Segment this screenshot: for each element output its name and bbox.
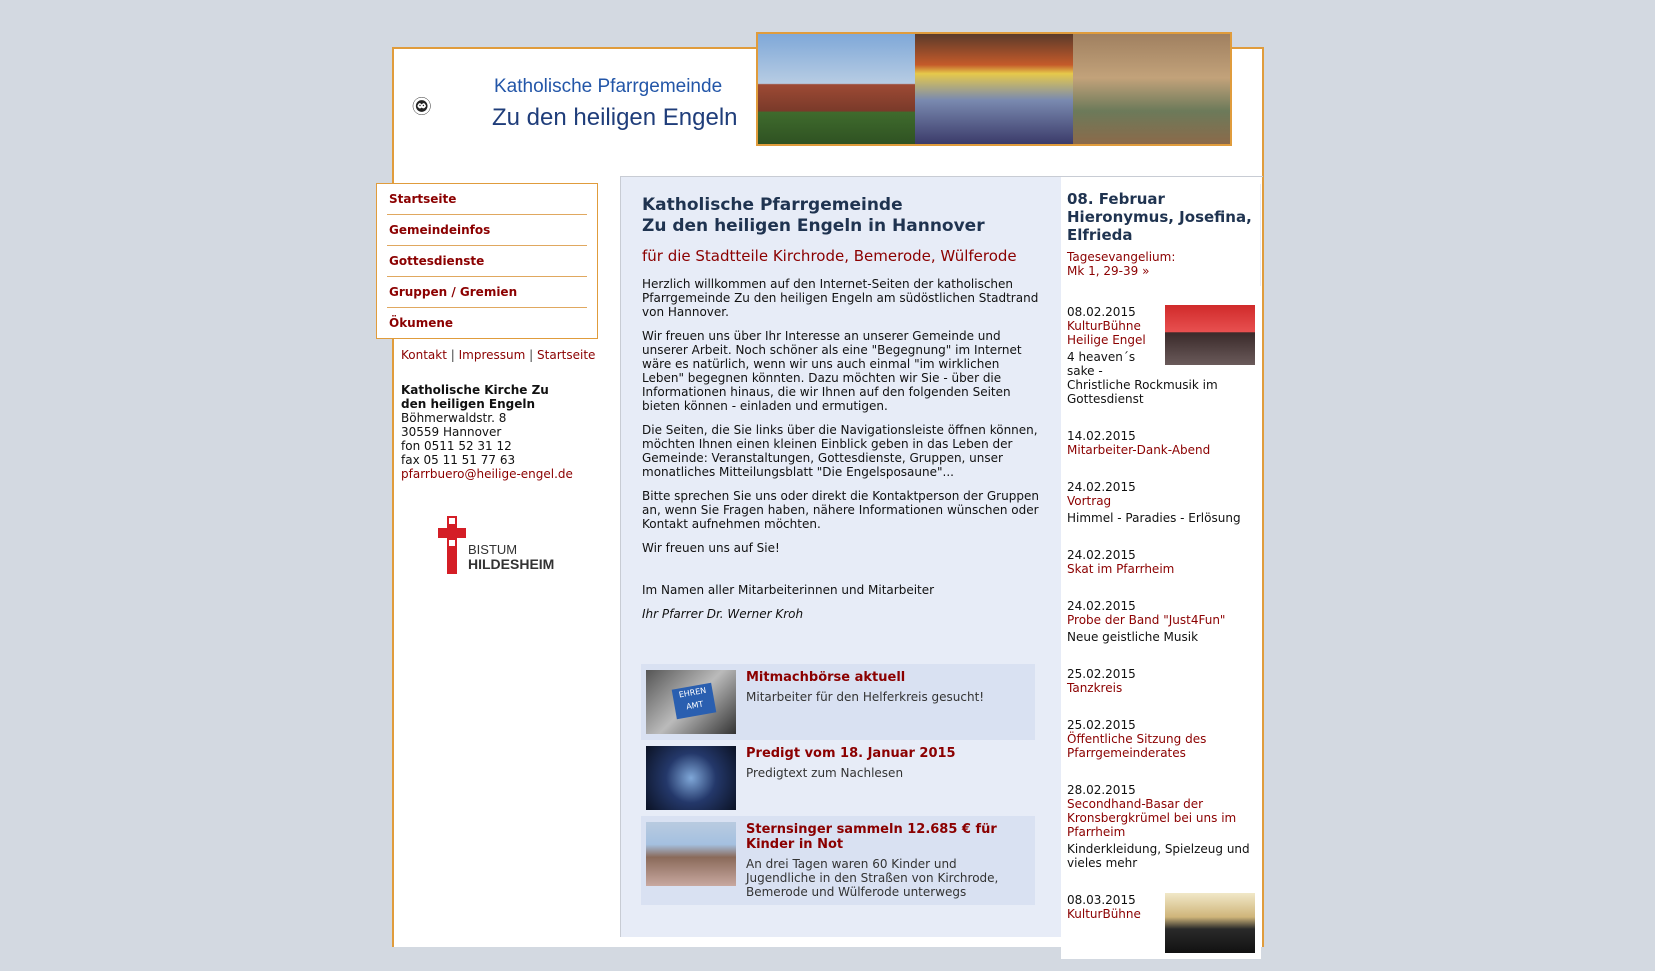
right-sidebar xyxy=(1061,184,1261,971)
nav-item-startseite[interactable]: Startseite xyxy=(387,184,587,215)
parish-logo-icon xyxy=(412,66,492,146)
intro-paragraph: Die Seiten, die Sie links über die Navigationsleiste öffnen können, möchten Ihnen einen kleinen Einblick geben in das Leben der Gemeinde: Veranstaltungen, Gottesdienste, Gruppen, unser monatliches Mitteilungsblatt "Die Engelsposaune"... xyxy=(642,423,1038,479)
hildesheim-label: HILDESHEIM xyxy=(468,556,555,572)
teaser-description: Predigtext zum Nachlesen xyxy=(746,766,904,780)
event-date: 08.02.2015 xyxy=(1067,305,1136,319)
street: Böhmerwaldstr. 8 xyxy=(401,411,507,425)
event-date: 14.02.2015 xyxy=(1067,429,1136,443)
event-photo xyxy=(1165,305,1255,365)
event-item[interactable] xyxy=(1061,300,1261,412)
nav-item-gottesdienste[interactable]: Gottesdienste xyxy=(387,246,587,277)
sternsinger-thumbnail xyxy=(646,822,736,886)
event-date: 24.02.2015 xyxy=(1067,599,1136,613)
gospel-label: Tagesevangelium: xyxy=(1067,250,1176,264)
page-title-line1: Katholische Pfarrgemeinde xyxy=(642,195,903,215)
contact-address xyxy=(401,383,573,481)
event-item[interactable] xyxy=(1061,424,1261,463)
church-photo xyxy=(758,34,915,144)
kontakt-link[interactable]: Kontakt xyxy=(401,348,447,362)
event-item[interactable] xyxy=(1061,662,1261,701)
church-name: Katholische Kirche Zu den heiligen Engeln xyxy=(401,383,549,411)
event-title[interactable]: Secondhand-Basar der Kronsbergkrümel bei uns im Pfarrheim xyxy=(1067,797,1237,839)
event-item[interactable] xyxy=(1061,594,1261,650)
intro-paragraph: Bitte sprechen Sie uns oder direkt die Kontaktperson der Gruppen an, wenn Sie Fragen haben, nähere Informationen wünschen oder Kontakt aufnehmen möchten. xyxy=(642,489,1039,531)
phone: fon 0511 52 31 12 xyxy=(401,439,512,453)
event-title[interactable]: Öffentliche Sitzung des Pfarrgemeinderates xyxy=(1067,732,1207,760)
day-date: 08. Februar xyxy=(1067,190,1165,208)
event-item[interactable] xyxy=(1061,713,1261,766)
teaser-item[interactable] xyxy=(641,816,1035,905)
fax: fax 05 11 51 77 63 xyxy=(401,453,516,467)
teaser-title[interactable]: Predigt vom 18. Januar 2015 xyxy=(746,746,956,761)
intro-paragraph: Wir freuen uns auf Sie! xyxy=(642,541,780,555)
event-date: 28.02.2015 xyxy=(1067,783,1136,797)
bistum-hildesheim-logo[interactable] xyxy=(438,516,578,574)
event-item[interactable] xyxy=(1061,475,1261,531)
event-title[interactable]: Vortrag xyxy=(1067,494,1112,508)
teaser-title[interactable]: Sternsinger sammeln 12.685 € für Kinder in Not xyxy=(746,822,997,852)
main-content xyxy=(621,177,1061,937)
page-title xyxy=(642,195,1042,237)
teaser-item[interactable] xyxy=(641,740,1035,816)
event-title[interactable]: KulturBühne Heilige Engel xyxy=(1067,319,1146,347)
event-item[interactable] xyxy=(1061,778,1261,876)
event-photo xyxy=(1165,893,1255,953)
event-text: Himmel - Paradies - Erlösung xyxy=(1067,511,1241,525)
city: 30559 Hannover xyxy=(401,425,502,439)
closing-text: Im Namen aller Mitarbeiterinnen und Mitarbeiter xyxy=(642,583,935,597)
event-title[interactable]: Mitarbeiter-Dank-Abend xyxy=(1067,443,1211,457)
event-text: 4 heaven´s sake - Christliche Rockmusik im Gottesdienst xyxy=(1067,350,1218,406)
intro-paragraph: Herzlich willkommen auf den Internet-Seiten der katholischen Pfarrgemeinde Zu den heiligen Engeln am südöstlichen Stadtrand von Hannover. xyxy=(642,277,1039,319)
gospel-link[interactable]: Mk 1, 29-39 » xyxy=(1067,264,1150,278)
link-separator: | xyxy=(529,348,534,362)
children-photo xyxy=(1073,34,1230,144)
event-title[interactable]: Probe der Band "Just4Fun" xyxy=(1067,613,1226,627)
nav-item-oekumene[interactable]: Ökumene xyxy=(389,316,454,330)
red-cross-icon xyxy=(438,516,466,574)
event-item[interactable] xyxy=(1061,888,1261,959)
teaser-title[interactable]: Mitmachbörse aktuell xyxy=(746,670,906,685)
utility-links xyxy=(401,348,595,362)
event-title[interactable]: KulturBühne xyxy=(1067,907,1141,921)
page-subtitle: für die Stadtteile Kirchrode, Bemerode, Wülferode xyxy=(642,247,1017,265)
nav-item-gemeindeinfos[interactable]: Gemeindeinfos xyxy=(387,215,587,246)
email-link[interactable]: pfarrbuero@heilige-engel.de xyxy=(401,467,573,481)
startseite-link[interactable]: Startseite xyxy=(537,348,596,362)
event-text: Kinderkleidung, Spielzeug und vieles mehr xyxy=(1067,842,1250,870)
service-photo xyxy=(915,34,1072,144)
event-title[interactable]: Tanzkreis xyxy=(1067,681,1123,695)
day-box xyxy=(1061,184,1261,286)
intro-paragraph: Wir freuen uns über Ihr Interesse an unserer Gemeinde und unserer Arbeit. Noch schöner als eine "Begegnung" im Internet wäre es natürlich, wenn wir uns auch einmal "im wirklichen Leben" begegnen könnten. Dazu möchten wir Sie - über die Informationen hinaus, die wir Ihnen auf den folgenden Seiten bieten können - einladen und ermutigen. xyxy=(642,329,1022,413)
event-date: 08.03.2015 xyxy=(1067,893,1136,907)
logo-text-name: Zu den heiligen Engeln xyxy=(492,104,738,131)
teaser-description: An drei Tagen waren 60 Kinder und Jugendliche in den Straßen von Kirchrode, Bemerode und Wülferode unterwegs xyxy=(746,857,999,899)
teaser-list xyxy=(641,664,1035,905)
keyboard-thumbnail xyxy=(646,670,736,734)
event-date: 24.02.2015 xyxy=(1067,480,1136,494)
impressum-link[interactable]: Impressum xyxy=(458,348,526,362)
page-title-line2: Zu den heiligen Engeln in Hannover xyxy=(642,216,985,236)
bistum-label: BISTUM xyxy=(468,542,518,557)
day-names: Hieronymus, Josefina, Elfrieda xyxy=(1067,208,1252,244)
event-date: 25.02.2015 xyxy=(1067,667,1136,681)
event-date: 25.02.2015 xyxy=(1067,718,1136,732)
header-photo-strip xyxy=(756,32,1232,146)
event-text: Neue geistliche Musik xyxy=(1067,630,1199,644)
teaser-item[interactable] xyxy=(641,664,1035,740)
logo-text-parish: Katholische Pfarrgemeinde xyxy=(494,76,723,97)
main-navigation xyxy=(376,183,598,339)
key-label: EHREN AMT xyxy=(672,683,717,719)
nav-item-gruppen-gremien[interactable]: Gruppen / Gremien xyxy=(387,277,587,308)
event-date: 24.02.2015 xyxy=(1067,548,1136,562)
signature: Ihr Pfarrer Dr. Werner Kroh xyxy=(642,607,804,621)
event-item[interactable] xyxy=(1061,543,1261,582)
link-separator: | xyxy=(450,348,455,362)
teaser-description: Mitarbeiter für den Helferkreis gesucht! xyxy=(746,690,985,704)
event-title[interactable]: Skat im Pfarrheim xyxy=(1067,562,1175,576)
stained-glass-thumbnail xyxy=(646,746,736,810)
